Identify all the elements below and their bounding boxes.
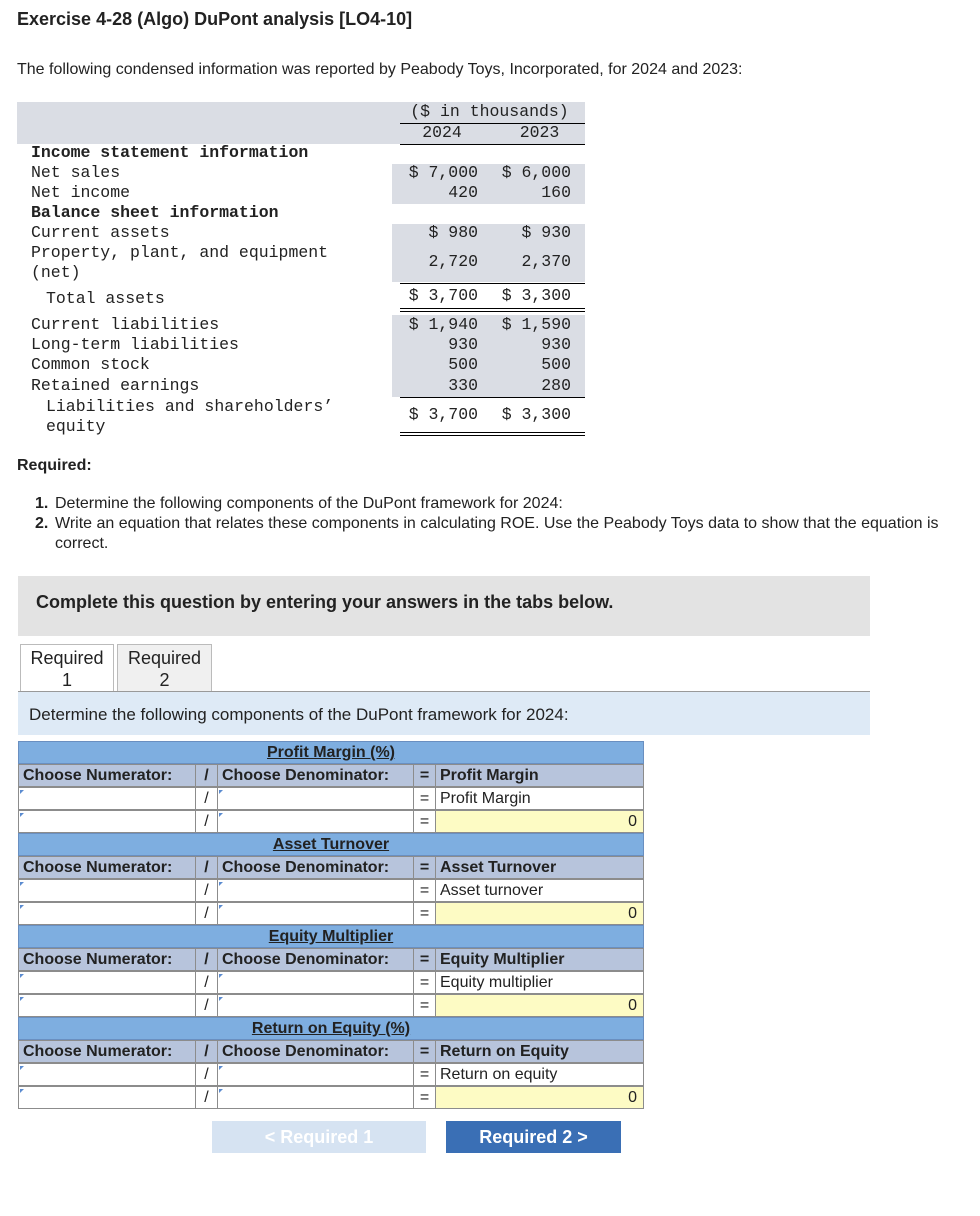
numerator-select[interactable] — [19, 972, 196, 993]
numerator-input[interactable] — [19, 995, 196, 1016]
section-header: Equity Multiplier — [18, 925, 644, 948]
fin-value-2023: 280 — [541, 376, 571, 395]
intro-text: The following condensed information was reported by Peabody Toys, Incorporated, for 2024 and 2023: — [17, 61, 743, 78]
fin-value-2024: $ 3,700 — [408, 405, 478, 424]
grid-input-row: / = Profit Margin — [18, 787, 644, 810]
fin-value-2024: $ 3,700 — [408, 286, 478, 305]
fin-value-2023: $ 930 — [521, 223, 571, 242]
fin-value-2024: 500 — [448, 355, 478, 374]
denominator-input[interactable] — [218, 1087, 414, 1108]
grid-input-row: / = Asset turnover — [18, 879, 644, 902]
fin-row-label-cont: (net) — [31, 263, 81, 282]
result-value: 0 — [436, 811, 643, 832]
required-item: 1. Determine the following components of the DuPont framework for 2024: — [35, 495, 563, 512]
required-heading: Required: — [17, 457, 92, 474]
grid-label-row: Choose Numerator: / Choose Denominator: = Profit Margin — [18, 764, 644, 787]
fin-value-2023: $ 1,590 — [501, 315, 571, 334]
unit-header: ($ in thousands) — [410, 102, 569, 121]
fin-value-2023: 500 — [541, 355, 571, 374]
fin-row-label: Current liabilities — [31, 315, 220, 334]
denominator-input[interactable] — [218, 995, 414, 1016]
numerator-input[interactable] — [19, 811, 196, 832]
result-value: 0 — [436, 995, 643, 1016]
next-required-2-button[interactable]: Required 2 > — [446, 1121, 621, 1153]
denominator-input[interactable] — [218, 811, 414, 832]
grid-input-row: / = Equity multiplier — [18, 971, 644, 994]
fin-row-label: Net sales — [31, 163, 121, 182]
result-value: 0 — [436, 903, 643, 924]
numerator-input[interactable] — [19, 1087, 196, 1108]
section-header: Return on Equity (%) — [18, 1017, 644, 1040]
denominator-select[interactable] — [218, 788, 414, 809]
required-list — [35, 494, 940, 554]
fin-row-label: Property, plant, and equipment — [31, 243, 329, 262]
fin-value-2024: 330 — [448, 376, 478, 395]
prev-required-1-button[interactable]: < Required 1 — [212, 1121, 426, 1153]
grid-label-row: Choose Numerator: / Choose Denominator: = Asset Turnover — [18, 856, 644, 879]
fin-value-2024: $ 1,940 — [408, 315, 478, 334]
fin-value-2024: 2,720 — [428, 252, 478, 271]
fin-row-label: Current assets — [31, 223, 170, 242]
fin-value-2023: 2,370 — [521, 252, 571, 271]
complete-instructions: Complete this question by entering your answers in the tabs below. — [18, 576, 870, 636]
tab-description: Determine the following components of the DuPont framework for 2024: — [18, 692, 870, 735]
numerator-select[interactable] — [19, 1064, 196, 1085]
grid-label-row: Choose Numerator: / Choose Denominator: = Equity Multiplier — [18, 948, 644, 971]
tab-required-1[interactable]: Required 1 — [20, 644, 114, 692]
numerator-select[interactable] — [19, 788, 196, 809]
fin-row-label: Common stock — [31, 355, 150, 374]
fin-value-2023: $ 6,000 — [501, 163, 571, 182]
section-header: Profit Margin (%) — [18, 741, 644, 764]
fin-row-label: Income statement information — [31, 143, 309, 162]
denominator-input[interactable] — [218, 903, 414, 924]
fin-value-2023: $ 3,300 — [501, 405, 571, 424]
fin-value-2023: 930 — [541, 335, 571, 354]
fin-row-label: Long-term liabilities — [31, 335, 239, 354]
fin-row-label: Liabilities and shareholders’ — [46, 397, 334, 416]
exercise-title: Exercise 4-28 (Algo) DuPont analysis [LO4-10] — [17, 9, 413, 29]
fin-value-2024: 420 — [448, 183, 478, 202]
required-item: 2. Write an equation that relates these components in calculating ROE. Use the Peabody Toys data to show that the equation is correct. — [35, 515, 939, 552]
fin-value-2024: 930 — [448, 335, 478, 354]
fin-value-2024: $ 7,000 — [408, 163, 478, 182]
fin-row-label-cont: equity — [46, 417, 106, 436]
grid-label-row: Choose Numerator: / Choose Denominator: = Return on Equity — [18, 1040, 644, 1063]
year-2024-header: 2024 — [422, 123, 462, 142]
fin-row-label: Net income — [31, 183, 131, 202]
fin-value-2024: $ 980 — [428, 223, 478, 242]
denominator-select[interactable] — [218, 972, 414, 993]
grid-input-row: / = 0 — [18, 1086, 644, 1109]
year-2023-header: 2023 — [519, 123, 560, 142]
fin-value-2023: $ 3,300 — [501, 286, 571, 305]
fin-value-2023: 160 — [541, 183, 571, 202]
fin-row-label: Total assets — [46, 289, 165, 308]
numerator-input[interactable] — [19, 903, 196, 924]
denominator-select[interactable] — [218, 880, 414, 901]
grid-input-row: / = 0 — [18, 810, 644, 833]
grid-input-row: / = Return on equity — [18, 1063, 644, 1086]
fin-row-label: Retained earnings — [31, 376, 200, 395]
grid-input-row: / = 0 — [18, 994, 644, 1017]
grid-input-row: / = 0 — [18, 902, 644, 925]
section-header: Asset Turnover — [18, 833, 644, 856]
denominator-select[interactable] — [218, 1064, 414, 1085]
tab-required-2[interactable]: Required 2 — [117, 644, 212, 692]
result-value: 0 — [436, 1087, 643, 1108]
numerator-select[interactable] — [19, 880, 196, 901]
fin-row-label: Balance sheet information — [31, 203, 279, 222]
